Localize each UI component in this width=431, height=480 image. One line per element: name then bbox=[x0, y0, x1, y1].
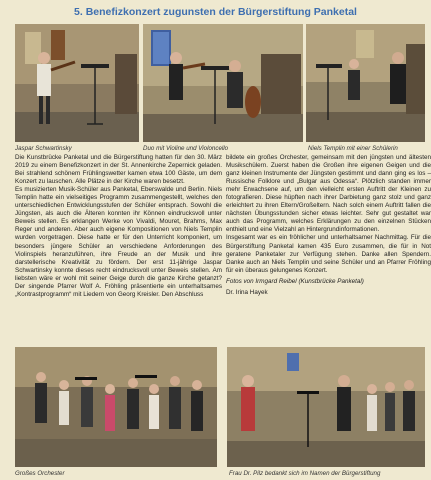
photo-5-image bbox=[227, 347, 425, 467]
photo-dr-pilz-thanks bbox=[227, 347, 425, 467]
photo-1-image bbox=[15, 24, 139, 142]
photo-duo-violin-cello bbox=[143, 24, 303, 142]
photo-3-image bbox=[306, 24, 425, 142]
article-right-column bbox=[226, 154, 431, 344]
photo-niels-templin bbox=[306, 24, 425, 142]
article-title: 5. Benefizkonzert zugunsten der Bürgerstiftung Panketal bbox=[74, 6, 357, 18]
caption-jaspar: Jaspar Schwartinsky bbox=[15, 145, 72, 152]
photo-jaspar-schwartinsky bbox=[15, 24, 139, 142]
paragraph: Insgesamt war es ein fröhlicher und unterhaltsamer Nachmittag. Für die Bürgerstiftung Panketal kamen 435 Euro zusammen, die für in Not geratene Panketaler zur Verfügung stehen. Danke allen Spendern. Danke auch an Niels Templin und seine Schüler und an Pfarrer Fröhling für ein überaus gelungenes Konzert. bbox=[226, 234, 431, 274]
paragraph: bildete ein großes Orchester, gemeinsam mit den jüngsten und ältesten Musikschülern. Zuerst haben die Großen ihre eigenen Geigen und die ganz kleinen Instrumente der Jüngsten gestimmt und dann ging es los – Russische Folklore und „Bulgar aus Odessa“. Plötzlich standen immer mehr Erwachsene auf, um den vielleicht ersten Auftritt der Kleinen zu fotografieren. Diese hüpften nach ihrer Darbietung ganz stolz und ganz erleichtert zu ihren Eltern/Großeltern. Nach solch einem Auftritt fallen die nächsten Übungsstunden sicher etwas leichter. Sehr gut gestaltet war auch das Programm, welches Erklärungen zu den einzelnen Stücken enthielt und eine Vielzahl an Hintergrundinformationen. bbox=[226, 154, 431, 234]
photo-grosses-orchester bbox=[15, 347, 217, 467]
photo-credit: Fotos von Irmgard Reibel (Kunstbrücke Panketal) bbox=[226, 277, 364, 285]
caption-niels: Niels Templin mit einer Schülerin bbox=[308, 145, 398, 152]
article-left-column bbox=[15, 154, 222, 340]
paragraph: Die Kunstbrücke Panketal und die Bürgerstiftung hatten für den 30. März 2019 zu einem Benefizkonzert in der St. Annenkirche Zepernick geladen. Bei strahlend schönem Frühlingswetter kamen etwa 100 Gäste, um dem Konzert zu lauschen. Alle Plätze in der Kirche waren besetzt. bbox=[15, 154, 222, 186]
paragraph: Es musizierten Musik-Schüler aus Panketal, Eberswalde und Berlin. Niels Templin hatte ein vielseitiges Programm zusammengestellt, welches den unterschiedlichen Entwicklungsstufen der Schüler entsprach. Sowohl die Jüngsten, als auch die Älteren konnten ihr Können eindrucksvoll unter Beweis stellen. Es erklangen Werke von Vivaldi, Mouret, Brahms, Max Reger und anderen. Aber auch eigene Kompositionen von Niels Templin wurden vorgetragen. Diese hatte er für den Unterricht komponiert, um besonders jüngere Schüler an verschiedene Anforderungen des Violinspiels heranzuführen, ihre Freude an der Musik und ihre darstellerische Kreativität zu fördern. Der erst 11-jährige Jaspar Schwartinsky konnte dieses recht eindrucksvoll unter Beweis stellen. Am liebsten wäre er wohl mit seiner Geige durch die ganze Kirche getanzt? Der singende Pfarrer Wolf A. Fröhling präsentierte ein unterhaltsames „Kontrastprogramm“ mit Liedern von Georg Kreisler. Den Abschluss bbox=[15, 186, 222, 298]
author: Dr. Irina Hayek bbox=[226, 288, 268, 296]
caption-dr-pilz: Frau Dr. Pilz bedankt sich im Namen der Bürgerstiftung bbox=[229, 470, 381, 477]
caption-orchester: Großes Orchester bbox=[15, 470, 65, 477]
caption-duo: Duo mit Violine und Violoncello bbox=[143, 145, 229, 152]
photo-2-image bbox=[143, 24, 303, 142]
photo-4-image bbox=[15, 347, 217, 467]
